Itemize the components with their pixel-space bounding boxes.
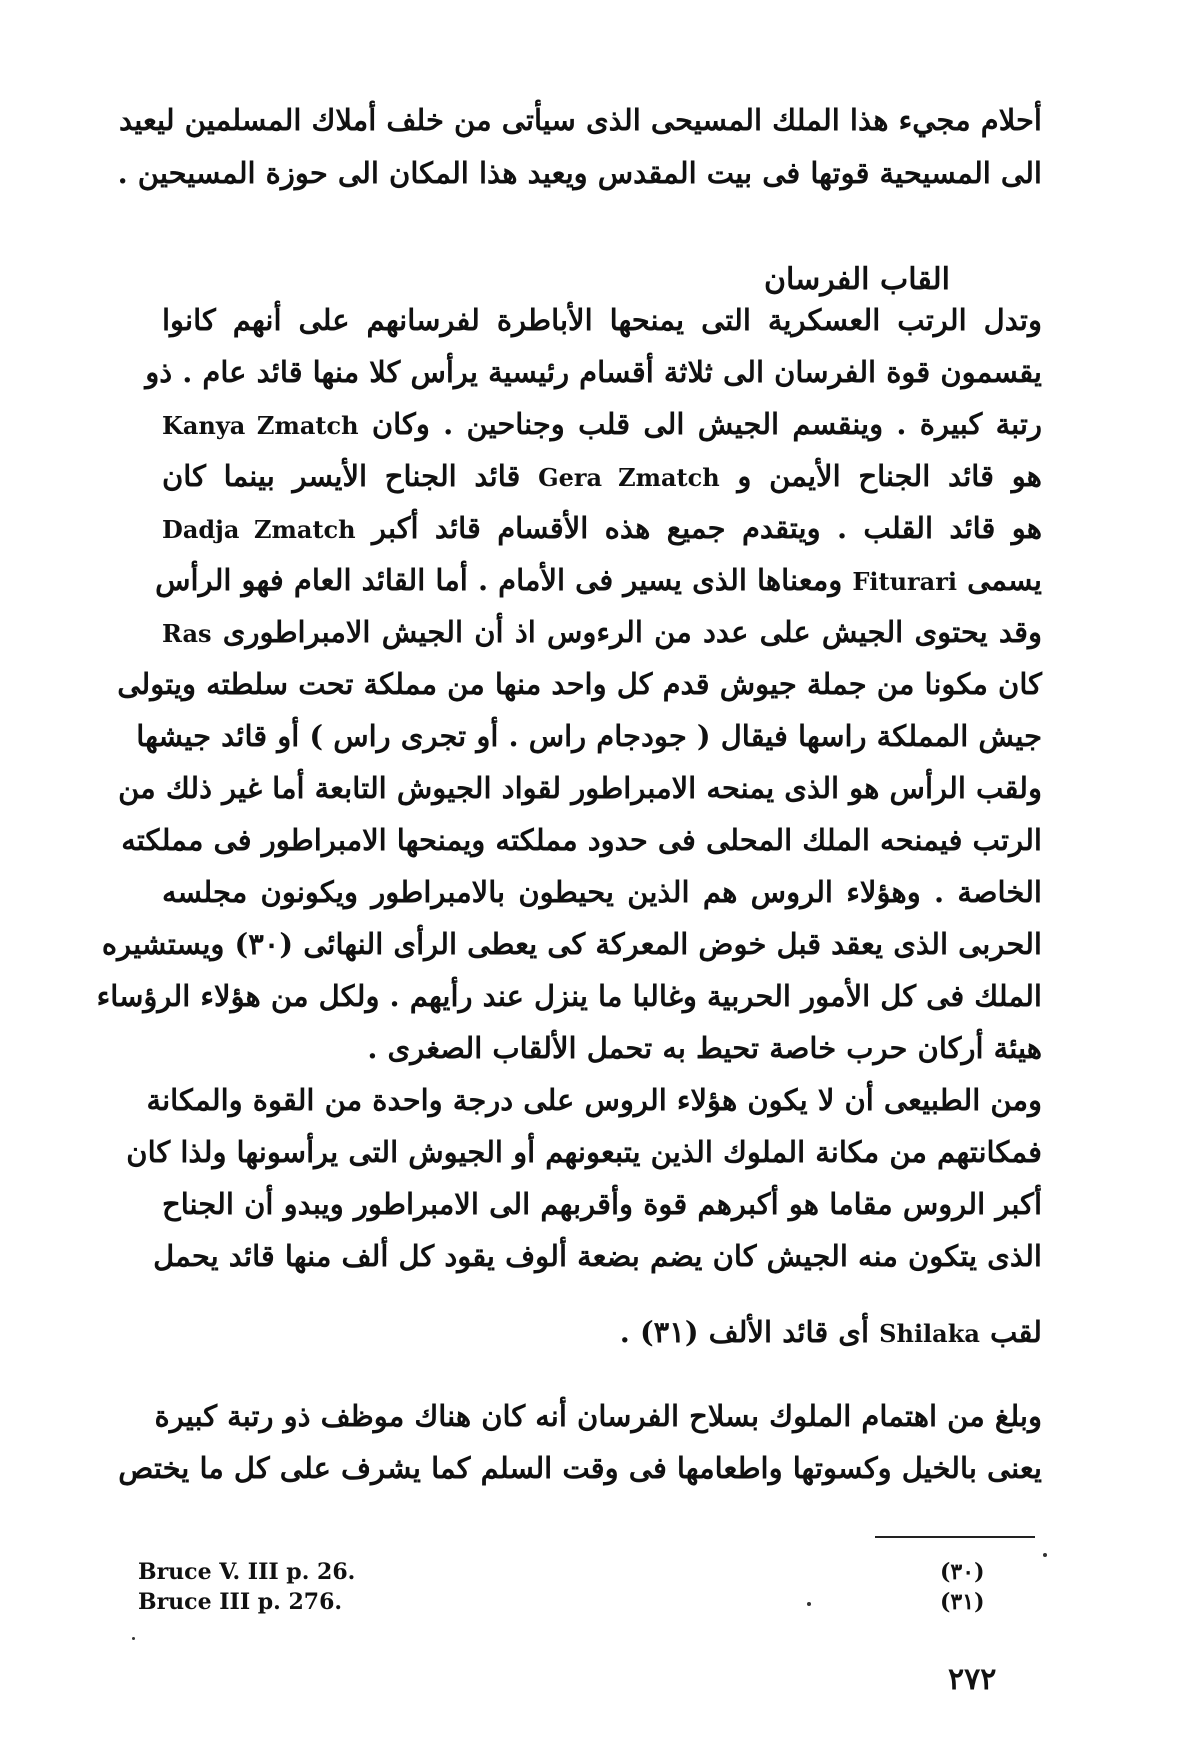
latin-term: Ras xyxy=(162,619,212,648)
text-segment: هو قائد الجناح الأيمن و xyxy=(737,459,1042,493)
text-line: كان مكونا من جملة جيوش قدم كل واحد منها من مملكة تحت سلطته ويتولى xyxy=(117,667,1042,701)
latin-term: Shilaka xyxy=(879,1319,980,1348)
text-segment: لقب xyxy=(990,1315,1042,1349)
text-line xyxy=(162,396,1042,452)
latin-term: Kanya Zmatch xyxy=(162,411,359,440)
footnote-number: (٣١) xyxy=(940,1589,985,1615)
section-heading: القاب الفرسان xyxy=(764,262,950,297)
text-line: يعنى بالخيل وكسوتها واطعامها فى وقت السلم كما يشرف على كل ما يختص xyxy=(118,1451,1042,1485)
footnote-reference: Bruce V. III p. 26. xyxy=(138,1559,356,1585)
text-line xyxy=(162,448,1042,504)
text-line xyxy=(162,1304,1042,1360)
latin-term: Gera Zmatch xyxy=(538,463,720,492)
text-line: الرتب فيمنحه الملك المحلى فى حدود مملكته ويمنحها الامبراطور فى مملكته xyxy=(121,823,1042,857)
footnote-divider xyxy=(875,1536,1035,1538)
text-line: وبلغ من اهتمام الملوك بسلاح الفرسان أنه كان هناك موظف ذو رتبة كبيرة xyxy=(154,1399,1042,1433)
text-line xyxy=(162,604,1042,660)
text-segment: أى قائد الألف (٣١) . xyxy=(619,1315,870,1349)
text-segment: ومعناها الذى يسير فى الأمام . أما القائد العام فهو الرأس xyxy=(155,563,843,597)
text-line: الى المسيحية قوتها فى بيت المقدس ويعيد هذا المكان الى حوزة المسيحين . xyxy=(117,156,1042,190)
text-line: ومن الطبيعى أن لا يكون هؤلاء الروس على درجة واحدة من القوة والمكانة xyxy=(146,1083,1042,1117)
text-line: أكبر الروس مقاما هو أكبرهم قوة وأقربهم الى الامبراطور ويبدو أن الجناح xyxy=(162,1187,1042,1221)
text-line xyxy=(155,552,1042,608)
text-segment: يسمى xyxy=(967,563,1042,597)
text-segment: قائد الجناح الأيسر بينما كان xyxy=(162,459,521,493)
latin-term: Fiturari xyxy=(852,567,957,596)
text-line: هيئة أركان حرب خاصة تحيط به تحمل الألقاب الصغرى . xyxy=(367,1031,1042,1065)
text-line: فمكانتهم من مكانة الملوك الذين يتبعونهم أو الجيوش التى يرأسونها ولذا كان xyxy=(126,1135,1042,1169)
scan-speck xyxy=(132,1637,135,1640)
text-line: وتدل الرتب العسكرية التى يمنحها الأباطرة لفرسانهم على أنهم كانوا xyxy=(162,303,1042,337)
text-segment: هو قائد القلب . ويتقدم جميع هذه الأقسام قائد أكبر xyxy=(371,511,1042,545)
text-line: يقسمون قوة الفرسان الى ثلاثة أقسام رئيسية يرأس كلا منها قائد عام . ذو xyxy=(145,355,1042,389)
text-line: جيش المملكة راسها فيقال ( جودجام راس . أو تجرى راس ) أو قائد جيشها xyxy=(136,719,1042,753)
scan-speck xyxy=(1043,1553,1047,1557)
text-line: الملك فى كل الأمور الحربية وغالبا ما ينزل عند رأيهم . ولكل من هؤلاء الرؤساء xyxy=(96,979,1042,1013)
text-line: الخاصة . وهؤلاء الروس هم الذين يحيطون بالامبراطور ويكونون مجلسه xyxy=(162,875,1042,909)
footnote-number: (٣٠) xyxy=(940,1559,985,1585)
scan-speck xyxy=(807,1602,811,1606)
text-line: أحلام مجيء هذا الملك المسيحى الذى سيأتى من خلف أملاك المسلمين ليعيد xyxy=(119,103,1042,137)
text-line: الحربى الذى يعقد قبل خوض المعركة كى يعطى الرأى النهائى (٣٠) ويستشيره xyxy=(101,927,1042,961)
latin-term: Dadja Zmatch xyxy=(162,515,356,544)
page-number: ٢٧٢ xyxy=(948,1662,997,1697)
text-segment: وقد يحتوى الجيش على عدد من الرءوس اذ أن الجيش الامبراطورى xyxy=(222,615,1042,649)
text-line: الذى يتكون منه الجيش كان يضم بضعة ألوف يقود كل ألف منها قائد يحمل xyxy=(153,1239,1042,1273)
footnote-reference: Bruce III p. 276. xyxy=(138,1589,343,1615)
text-segment: رتبة كبيرة . وينقسم الجيش الى قلب وجناحين . وكان xyxy=(371,407,1042,441)
text-line xyxy=(162,500,1042,556)
text-line: ولقب الرأس هو الذى يمنحه الامبراطور لقواد الجيوش التابعة أما غير ذلك من xyxy=(118,771,1042,805)
